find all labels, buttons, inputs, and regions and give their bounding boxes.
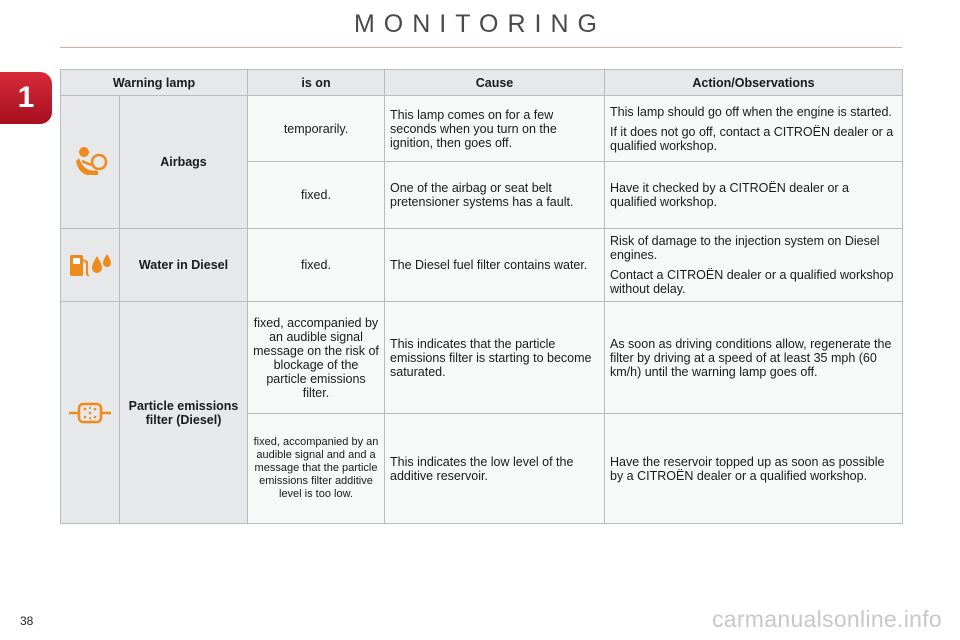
- airbags-action-1-line2: If it does not go off, contact a CITROËN dealer or a qualified workshop.: [610, 124, 894, 153]
- warning-lamp-table: [60, 69, 903, 524]
- airbags-cause-1: This lamp comes on for a few seconds when you turn on the ignition, then goes off.: [385, 96, 605, 162]
- table-row: [61, 302, 903, 414]
- particle-filter-name: Particle emissions filter (Diesel): [120, 302, 248, 524]
- title-divider: [60, 47, 902, 48]
- airbag-icon: [70, 145, 110, 179]
- water-in-diesel-action-line2: Contact a CITROËN dealer or a qualified workshop without delay.: [610, 268, 894, 296]
- airbags-is-on-2: fixed.: [248, 162, 385, 229]
- header-warning-lamp: Warning lamp: [61, 70, 248, 96]
- water-in-diesel-lamp-cell: [61, 229, 120, 302]
- airbag-lamp-cell: [61, 96, 120, 229]
- header-action: Action/Observations: [605, 70, 903, 96]
- table-row: [61, 229, 903, 302]
- particle-filter-cause-1: This indicates that the particle emissions filter is starting to become saturated.: [385, 302, 605, 414]
- table-row: [61, 96, 903, 162]
- particle-filter-action-1-line1: As soon as driving conditions allow, regenerate the filter by driving at a speed of at least 35 mph (60 km/h) until the warning lamp goes off.: [610, 336, 892, 379]
- chapter-tab: 1: [0, 72, 52, 124]
- particle-filter-action-2-line1: Have the reservoir topped up as soon as possible by a CITROËN dealer or a qualified workshop.: [610, 454, 885, 483]
- header-is-on: is on: [248, 70, 385, 96]
- airbags-action-2-line1: Have it checked by a CITROËN dealer or a qualified workshop.: [610, 181, 849, 209]
- particle-filter-cause-2: This indicates the low level of the additive reservoir.: [385, 414, 605, 524]
- water-in-diesel-action: [605, 229, 903, 302]
- particle-filter-action-1: [605, 302, 903, 414]
- airbags-name: Airbags: [120, 96, 248, 229]
- water-in-diesel-cause: The Diesel fuel filter contains water.: [385, 229, 605, 302]
- particle-filter-lamp-cell: [61, 302, 120, 524]
- particle-filter-is-on-1: fixed, accompanied by an audible signal message on the risk of blockage of the particle emissions filter.: [248, 302, 385, 414]
- airbags-cause-2: One of the airbag or seat belt pretensioner systems has a fault.: [385, 162, 605, 229]
- airbags-is-on-1: temporarily.: [248, 96, 385, 162]
- particle-filter-icon: [68, 400, 112, 426]
- particle-filter-is-on-2: fixed, accompanied by an audible signal and and a message that the particle emissions filter additive level is too low.: [248, 414, 385, 524]
- water-in-diesel-icon: [68, 251, 112, 279]
- particle-filter-action-2: [605, 414, 903, 524]
- table-header-row: [61, 70, 903, 96]
- watermark: carmanualsonline.info: [711, 606, 942, 632]
- airbags-action-2: [605, 162, 903, 229]
- airbags-action-1-line1: This lamp should go off when the engine is started.: [610, 104, 892, 119]
- water-in-diesel-name: Water in Diesel: [120, 229, 248, 302]
- page-number: 38: [20, 614, 34, 628]
- water-in-diesel-action-line1: Risk of damage to the injection system on Diesel engines.: [610, 234, 880, 262]
- water-in-diesel-is-on: fixed.: [248, 229, 385, 302]
- header-cause: Cause: [385, 70, 605, 96]
- airbags-action-1: [605, 96, 903, 162]
- page-title: MONITORING: [353, 10, 607, 38]
